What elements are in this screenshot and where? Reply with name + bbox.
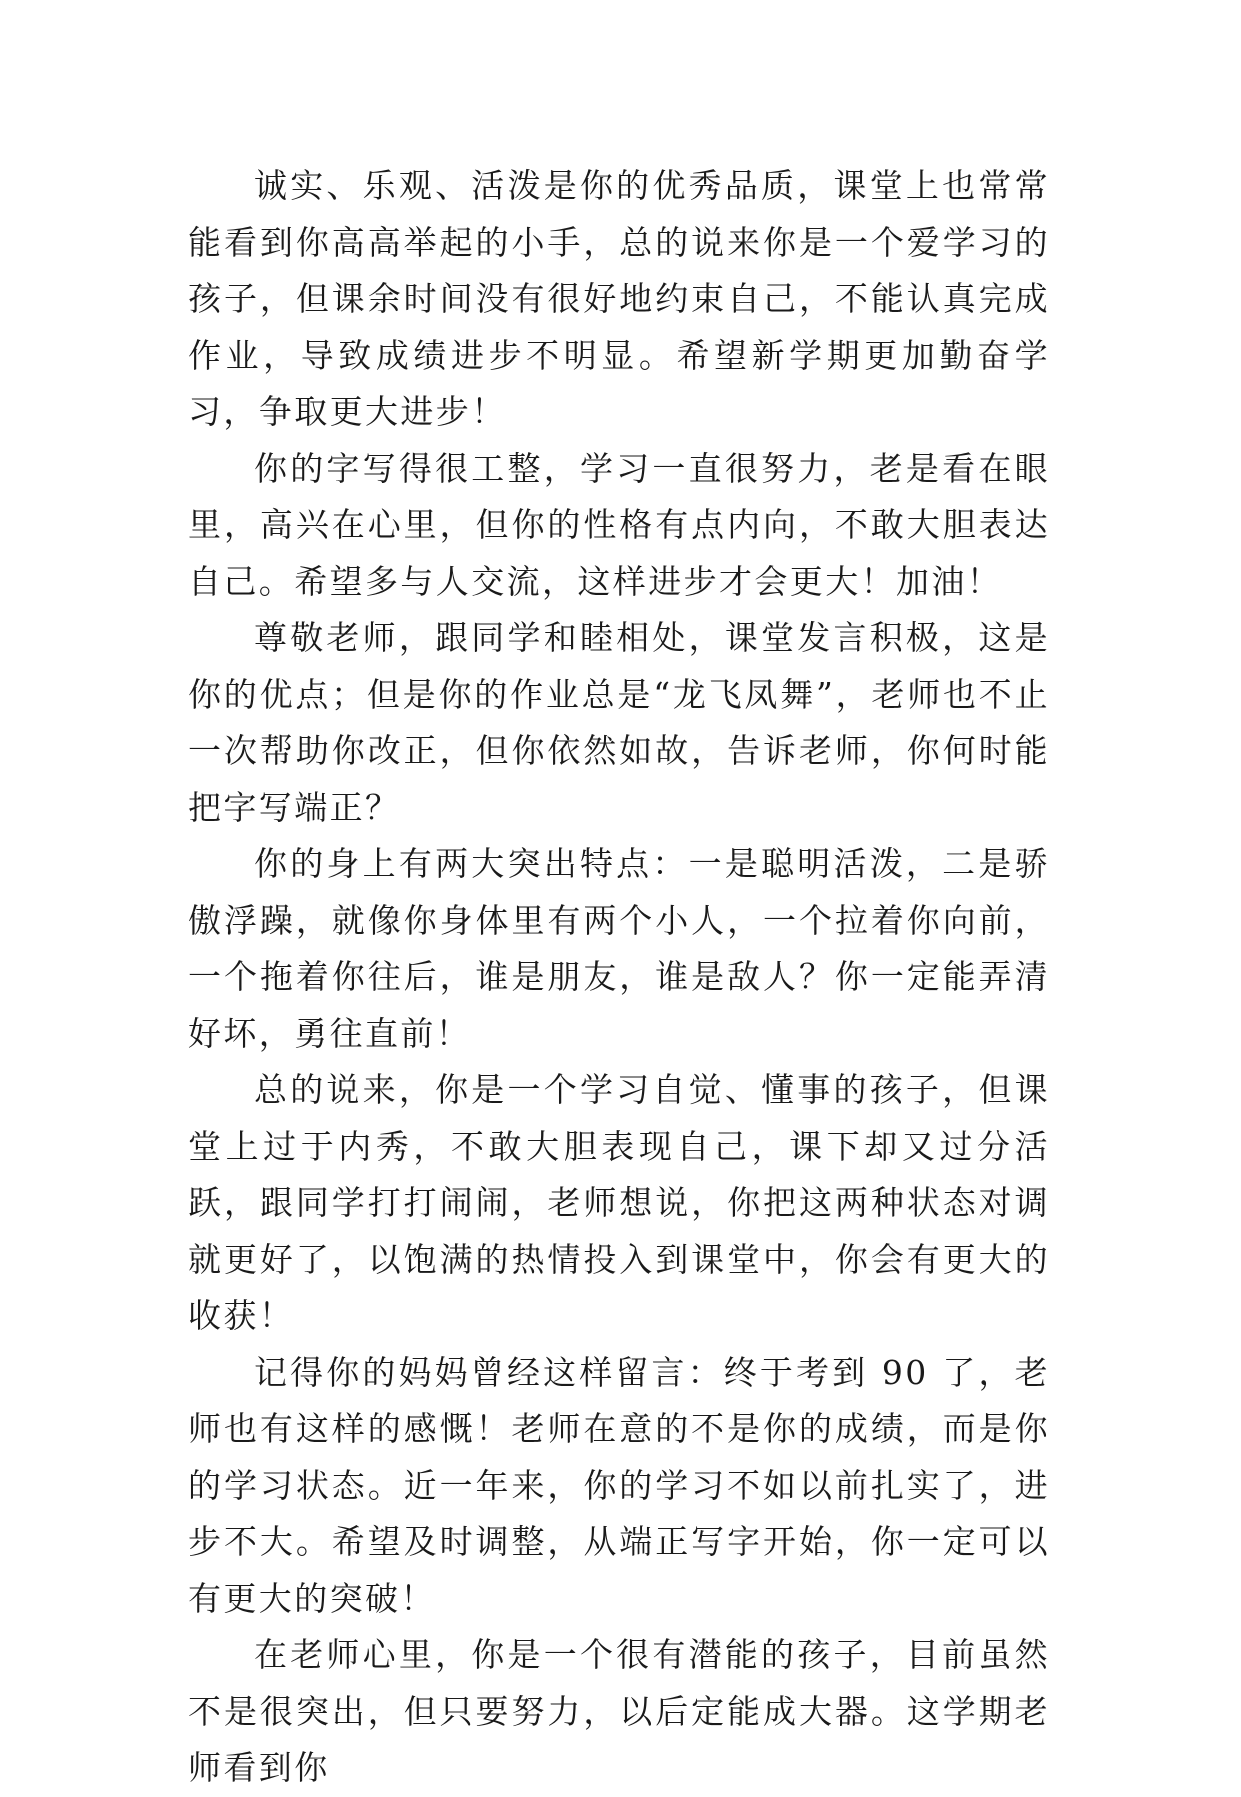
paragraph-4: 你的身上有两大突出特点：一是聪明活泼，二是骄傲浮躁，就像你身体里有两个小人，一个拉着你向前，一个拖着你往后，谁是朋友，谁是敌人？你一定能弄清好坏，勇往直前！ (188, 844, 1050, 1053)
paragraph-2: 你的字写得很工整，学习一直很努力，老是看在眼里，高兴在心里，但你的性格有点内向，不敢大胆表达自己。希望多与人交流，这样进步才会更大！加油！ (188, 448, 1050, 601)
paragraph-3: 尊敬老师，跟同学和睦相处，课堂发言积极，这是你的优点；但是你的作业总是“龙飞凤舞”，老师也不止一次帮助你改正，但你依然如故，告诉老师，你何时能把字写端正？ (188, 618, 1050, 827)
paragraph-1: 诚实、乐观、活泼是你的优秀品质，课堂上也常常能看到你高高举起的小手，总的说来你是一个爱学习的孩子，但课余时间没有很好地约束自己，不能认真完成作业，导致成绩进步不明显。希望新学期更加勤奋学习，争取更大进步！ (188, 166, 1050, 431)
paragraph-5: 总的说来，你是一个学习自觉、懂事的孩子，但课堂上过于内秀，不敢大胆表现自己，课下却又过分活跃，跟同学打打闹闹，老师想说，你把这两种状态对调就更好了，以饱满的热情投入到课堂中，你会有更大的收获！ (188, 1070, 1050, 1335)
document-body (188, 158, 1050, 1797)
paragraph-6: 记得你的妈妈曾经这样留言：终于考到 90 了，老师也有这样的感慨！老师在意的不是你的成绩，而是你的学习状态。近一年来，你的学习不如以前扎实了，进步不大。希望及时调整，从端正写字开始，你一定可以有更大的突破！ (188, 1352, 1050, 1618)
paragraph-7: 在老师心里，你是一个很有潜能的孩子，目前虽然不是很突出，但只要努力，以后定能成大器。这学期老师看到你 (188, 1635, 1050, 1787)
